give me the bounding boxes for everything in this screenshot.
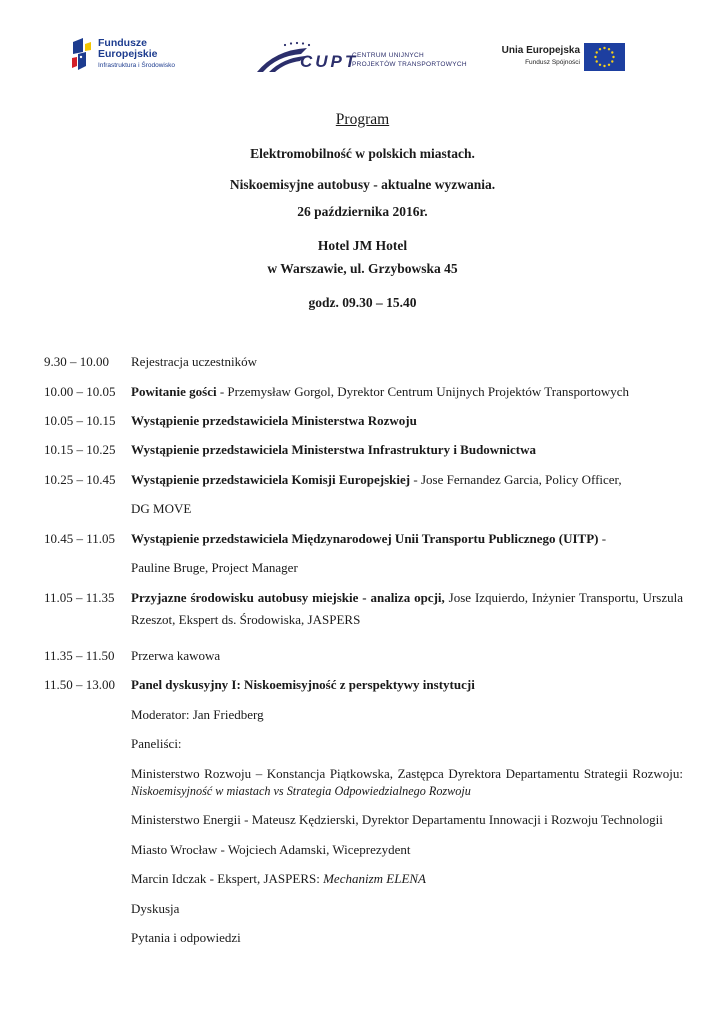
panelist-text: Ministerstwo Rozwoju – Konstancja Piątkowska, Zastępca Dyrektora Departamentu Strategii Rozwoju:	[131, 766, 683, 781]
agenda-item	[131, 384, 683, 400]
ue-fund: Fundusz Spójności	[525, 59, 580, 66]
cupt-subtitle-1: CENTRUM UNIJNYCH	[352, 52, 424, 59]
page-title: Program	[335, 111, 390, 128]
agenda-item-detail: Rzeszot, Ekspert ds. Środowiska, JASPERS	[131, 612, 361, 627]
panelist-text: Ministerstwo Energii - Mateusz Kędzierski, Dyrektor Departamentu Innowacji i Rozwoju Technologii	[131, 812, 663, 827]
event-address: w Warszawie, ul. Grzybowska 45	[267, 261, 458, 276]
ue-logo	[500, 42, 630, 74]
agenda-item-detail: - Jose Fernandez Garcia, Policy Officer,	[410, 472, 622, 487]
agenda-time: 9.30 – 10.00	[44, 354, 109, 369]
agenda-item: Rejestracja uczestników	[131, 354, 257, 369]
panelists-label: Paneliści:	[131, 736, 182, 751]
logo-fe-line2: Europejskie	[98, 48, 158, 60]
cupt-wordmark: CUPT	[300, 52, 359, 71]
agenda-item: Przerwa kawowa	[131, 648, 221, 663]
fundusze-europejskie-logo	[70, 36, 195, 76]
agenda-item-detail: Jose Izquierdo, Inżynier Transportu, Urszula	[444, 590, 683, 605]
panelist-name: Marcin Idczak - Ekspert, JASPERS:	[131, 871, 324, 886]
agenda-item: Panel dyskusyjny I: Niskoemisyjność z perspektywy instytucji	[131, 677, 475, 692]
ue-title: Unia Europejska	[501, 45, 580, 56]
panelist-topic: Niskoemisyjność w miastach vs Strategia Odpowiedzialnego Rozwoju	[131, 784, 471, 798]
agenda-item-detail: DG MOVE	[131, 501, 192, 516]
event-hours: godz. 09.30 – 15.40	[308, 295, 417, 310]
agenda-item-detail: Pauline Bruge, Project Manager	[131, 560, 298, 575]
event-date: 26 października 2016r.	[297, 204, 428, 219]
cupt-subtitle-2: PROJEKTÓW TRANSPORTOWYCH	[352, 61, 467, 68]
moderator-text: Moderator: Jan Friedberg	[131, 707, 264, 722]
fundusze-europejskie-mark	[70, 36, 92, 72]
agenda-time: 11.05 – 11.35	[44, 590, 115, 605]
agenda-time: 10.00 – 10.05	[44, 384, 116, 399]
agenda-item: Wystąpienie przedstawiciela Ministerstwa Rozwoju	[131, 413, 417, 428]
agenda-time: 10.05 – 10.15	[44, 413, 116, 428]
logo-fe-line1: Fundusze	[98, 37, 147, 49]
agenda-time: 10.15 – 10.25	[44, 442, 116, 457]
agenda-item-detail: -	[598, 531, 607, 546]
cupt-logo	[255, 40, 467, 74]
agenda-item-detail: - Przemysław Gorgol, Dyrektor Centrum Unijnych Projektów Transportowych	[216, 384, 630, 399]
agenda-time: 10.25 – 10.45	[44, 472, 116, 487]
agenda-time: 10.45 – 11.05	[44, 531, 116, 546]
panelist-topic: Mechanizm ELENA	[323, 871, 426, 886]
agenda-item	[131, 531, 683, 547]
agenda-item-bold: Przyjazne środowisku autobusy miejskie - analiza opcji,	[131, 590, 445, 605]
qa-text: Pytania i odpowiedzi	[131, 930, 241, 945]
event-title-line1: Elektromobilność w polskich miastach.	[250, 146, 475, 161]
agenda-item-bold: Powitanie gości	[131, 384, 217, 399]
agenda-item: Wystąpienie przedstawiciela Ministerstwa Infrastruktury i Budownictwa	[131, 442, 537, 457]
event-venue: Hotel JM Hotel	[317, 238, 408, 253]
discussion-text: Dyskusja	[131, 901, 180, 916]
agenda-time: 11.35 – 11.50	[44, 648, 115, 663]
agenda-item-bold: Wystąpienie przedstawiciela Komisji Europejskiej	[131, 472, 411, 487]
agenda-time: 11.50 – 13.00	[44, 677, 116, 692]
logo-fe-line3: Infrastruktura i Środowisko	[98, 62, 175, 69]
panelist-text: Miasto Wrocław - Wojciech Adamski, Wiceprezydent	[131, 842, 411, 857]
event-title-line2: Niskoemisyjne autobusy - aktualne wyzwania.	[229, 177, 496, 192]
agenda-item	[131, 590, 683, 606]
agenda-item	[131, 472, 683, 488]
agenda-item-bold: Wystąpienie przedstawiciela Międzynarodowej Unii Transportu Publicznego (UITP)	[131, 531, 599, 546]
panelist-text	[131, 871, 683, 887]
eu-flag-icon	[584, 43, 625, 71]
